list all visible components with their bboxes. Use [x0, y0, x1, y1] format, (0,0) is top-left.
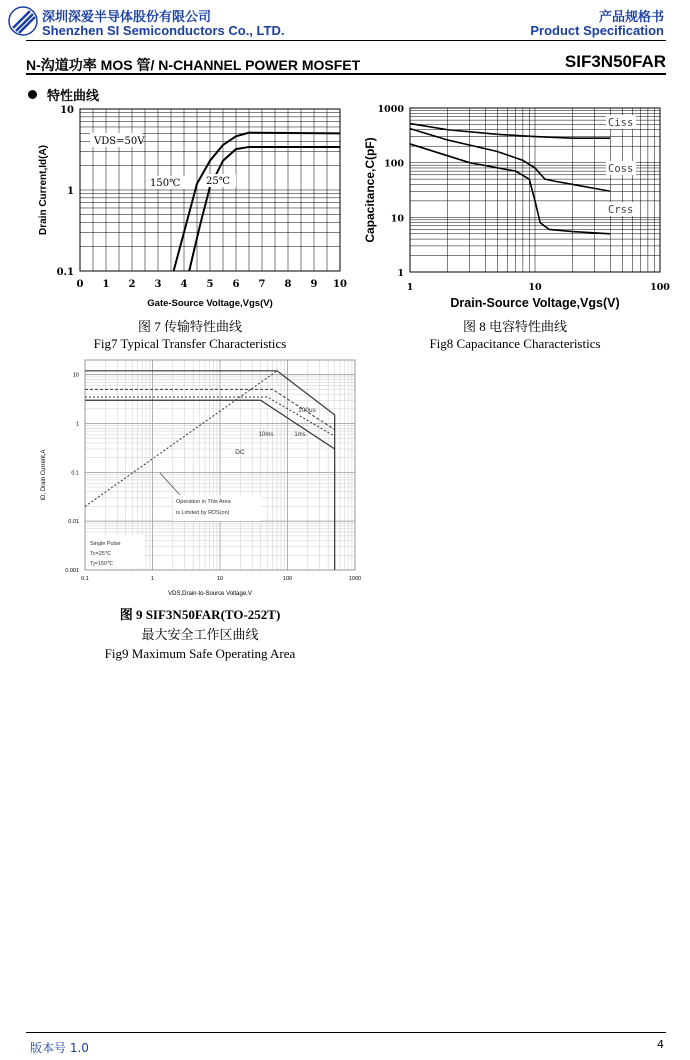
x-axis-label: Drain-Source Voltage,Vgs(V)	[450, 296, 620, 310]
series-label: Coss	[608, 163, 634, 175]
transfer-characteristics-chart	[30, 100, 350, 315]
x-axis-label: Gate-Source Voltage,Vgs(V)	[147, 298, 273, 309]
y-tick-label: 10	[72, 372, 79, 379]
x-tick-label: 100	[282, 576, 293, 582]
fig7-caption-cn: 图 7 传输特性曲线	[137, 319, 242, 334]
chart-grid	[410, 108, 660, 272]
x-tick-label: 5	[206, 279, 214, 290]
x-tick-label: 8	[284, 279, 292, 290]
part-number: SIF3N50FAR	[564, 52, 666, 71]
x-tick-label: 0.1	[81, 576, 89, 582]
company-logo	[8, 6, 38, 36]
annotation-single-pulse: Single Pulse	[90, 541, 121, 547]
series-label: Crss	[608, 204, 634, 216]
x-tick-label: 6	[232, 279, 240, 290]
x-tick-label: 10	[216, 576, 224, 582]
series-label-25c: 25℃	[206, 176, 230, 187]
y-tick-label: 0.01	[68, 519, 79, 526]
title-divider	[26, 73, 666, 75]
product-type: N-沟道功率 MOS 管/ N-CHANNEL POWER MOSFET	[26, 57, 361, 73]
capacitance-characteristics-chart	[350, 100, 670, 315]
y-tick-label: 0.1	[71, 470, 79, 477]
bullet-icon	[28, 90, 37, 99]
x-tick-label: 1	[150, 576, 155, 582]
y-tick-label: 0.001	[65, 568, 79, 574]
x-tick-label: 10	[333, 279, 347, 290]
x-tick-label: 0	[76, 279, 84, 290]
x-axis-label: VDS,Drain-to-Source Voltage,V	[168, 591, 252, 597]
vds-annotation: VDS=50V	[94, 136, 145, 147]
annotation-rdson-line1: Operation in This Area	[176, 499, 231, 505]
series-line	[174, 133, 340, 271]
y-tick-label: 0.1	[56, 267, 74, 278]
y-tick-label: 1	[75, 421, 79, 428]
series-line	[85, 397, 335, 436]
annotation-1ms: 1ms	[294, 432, 306, 438]
y-tick-label: 100	[384, 158, 404, 170]
spec-title-cn: 产品规格书	[598, 9, 664, 24]
x-tick-label: 100	[650, 282, 670, 293]
series-line	[410, 124, 610, 139]
section-title-text: 特性曲线	[47, 88, 100, 103]
x-tick-label: 3	[154, 279, 162, 290]
y-axis-label: Drain Current,Id(A)	[38, 145, 49, 235]
fig8-caption-cn: 图 8 电容特性曲线	[462, 319, 567, 334]
y-tick-label: 1	[397, 268, 404, 279]
annotation-tc: Tc=25℃	[90, 551, 112, 557]
company-name-cn: 深圳深爱半导体股份有限公司	[42, 9, 212, 24]
safe-operating-area-chart	[30, 355, 370, 600]
x-tick-label: 1	[102, 279, 110, 290]
footer-divider	[26, 1032, 666, 1033]
annotation-100us: 100us	[298, 407, 316, 414]
series-label: Ciss	[608, 117, 634, 129]
y-tick-label: 1000	[377, 104, 404, 115]
fig9-caption-cn: 最大安全工作区曲线	[141, 627, 259, 642]
fig7-caption-en: Fig7 Typical Transfer Characteristics	[93, 336, 287, 351]
fig9-caption-en: Fig9 Maximum Safe Operating Area	[104, 646, 296, 661]
y-tick-label: 1	[67, 186, 74, 197]
x-tick-label: 9	[310, 279, 318, 290]
x-tick-label: 2	[128, 279, 136, 290]
version-label: 版本号 1.0	[30, 1041, 89, 1055]
fig8-caption-en: Fig8 Capacitance Characteristics	[429, 336, 601, 351]
x-tick-label: 10	[528, 282, 542, 293]
fig9-caption-title: 图 9 SIF3N50FAR(TO-252T)	[119, 607, 281, 622]
y-tick-label: 10	[390, 213, 404, 225]
spec-title-en: Product Specification	[530, 23, 664, 38]
company-name-en: Shenzhen SI Semiconductors Co., LTD.	[42, 23, 285, 38]
page-number: 4	[657, 1038, 664, 1051]
y-tick-label: 10	[60, 105, 74, 116]
annotation-dc: DC	[235, 449, 245, 456]
y-axis-label: Capacitance,C(pF)	[363, 137, 377, 243]
x-tick-label: 4	[180, 279, 188, 290]
series-line	[410, 144, 610, 234]
y-axis-label: ID, Drain Current,A	[41, 449, 47, 501]
series-label-150c: 150℃	[150, 178, 181, 189]
x-tick-label: 1	[406, 282, 414, 293]
annotation-10ms: 10ms	[258, 432, 274, 438]
x-tick-label: 7	[258, 279, 266, 290]
header-divider	[26, 40, 666, 41]
annotation-tj: Tj=150℃	[90, 561, 114, 567]
annotation-rdson-line2: is Limited by RDS(on)	[176, 510, 230, 516]
series-line	[85, 371, 277, 507]
x-tick-label: 1000	[348, 576, 362, 582]
